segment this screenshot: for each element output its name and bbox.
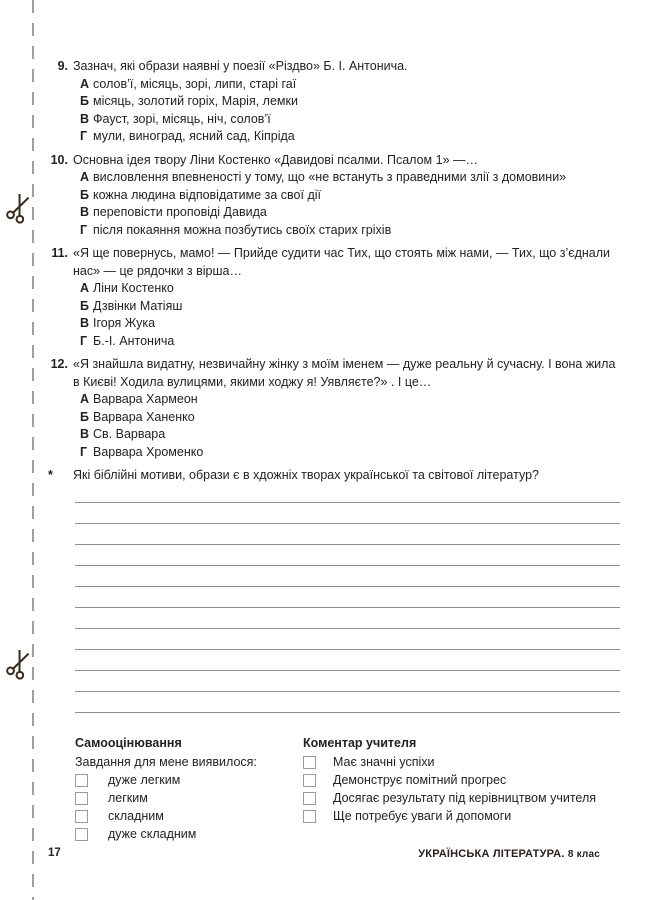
option-letter: А bbox=[80, 392, 90, 406]
checkbox-label: Досягає результату під керівництвом учителя bbox=[333, 790, 597, 805]
checkbox-label: Ще потребує уваги й допомоги bbox=[333, 808, 512, 823]
option-letter: А bbox=[80, 281, 90, 295]
option-text: переповісти проповіді Давида bbox=[93, 205, 267, 219]
option-text: Варвара Хроменко bbox=[93, 444, 204, 459]
option-letter: А bbox=[80, 76, 90, 91]
option-text: місяць, золотий горіх, Марія, лемки bbox=[93, 94, 298, 108]
option-letter: Б bbox=[80, 298, 89, 313]
checkbox-label: легким bbox=[108, 790, 148, 805]
answer-option bbox=[73, 93, 620, 111]
question-10 bbox=[46, 152, 620, 240]
option-text: Варвара Хармеон bbox=[93, 392, 198, 406]
answer-line[interactable] bbox=[75, 608, 620, 629]
answer-line[interactable] bbox=[75, 482, 620, 503]
option-letter: В bbox=[80, 205, 90, 219]
teacher-comment-option bbox=[303, 754, 623, 772]
option-text: Фауст, зорі, місяць, ніч, солов’ї bbox=[93, 111, 271, 126]
open-question-text: Які біблійні мотиви, образи є в хдожніх творах української та світової літератур? bbox=[73, 468, 539, 482]
option-letter: А bbox=[80, 170, 90, 184]
teacher-comment-title: Коментар учителя bbox=[303, 735, 417, 750]
open-question bbox=[46, 467, 620, 485]
answer-option bbox=[73, 426, 620, 444]
option-letter: Б bbox=[80, 94, 89, 108]
footer-book-title-text: УКРАЇНСЬКА ЛІТЕРАТУРА. bbox=[418, 848, 565, 860]
self-assessment-option bbox=[75, 826, 305, 844]
page-footer bbox=[46, 845, 620, 861]
option-text: Ліни Костенко bbox=[93, 281, 174, 295]
checkbox-label: дуже легким bbox=[108, 772, 181, 787]
option-text: Св. Варвара bbox=[93, 427, 166, 441]
answer-line[interactable] bbox=[75, 587, 620, 608]
checkbox-label: Має значні успіхи bbox=[333, 754, 435, 769]
answer-option bbox=[73, 222, 620, 240]
option-text: кожна людина відповідатиме за свої дії bbox=[93, 187, 322, 202]
option-letter: В bbox=[80, 427, 90, 441]
self-assessment-title: Самооцінювання bbox=[75, 735, 182, 750]
answer-option bbox=[73, 391, 620, 409]
option-text: Дзвінки Матіяш bbox=[93, 298, 183, 313]
question-number: 11. bbox=[51, 246, 68, 260]
option-letter: Б bbox=[80, 409, 89, 424]
option-text: після покаяння можна позбутись своїх старих гріхів bbox=[93, 222, 392, 237]
question-number: 12. bbox=[50, 357, 68, 371]
option-text: мули, виноград, ясний сад, Кіпріда bbox=[93, 129, 295, 143]
answer-line[interactable] bbox=[75, 545, 620, 566]
self-assessment-option bbox=[75, 772, 305, 790]
option-letter: Г bbox=[80, 444, 88, 459]
star-marker: * bbox=[48, 468, 53, 482]
answer-option bbox=[73, 169, 620, 187]
checkbox[interactable] bbox=[303, 756, 316, 769]
answer-line[interactable] bbox=[75, 692, 620, 713]
answer-lines-area bbox=[75, 482, 620, 713]
option-letter: В bbox=[80, 111, 90, 126]
footer-book-title bbox=[418, 846, 600, 864]
checkbox-label: дуже складним bbox=[108, 826, 197, 841]
checkbox[interactable] bbox=[75, 792, 88, 805]
footer-page-number: 17 bbox=[48, 847, 61, 859]
option-text: висловлення впевненості у тому, що «не встануть з праведними злії з домовини» bbox=[93, 170, 567, 184]
answer-line[interactable] bbox=[75, 566, 620, 587]
answer-option bbox=[73, 409, 620, 427]
teacher-comment-option bbox=[303, 772, 623, 790]
answer-line[interactable] bbox=[75, 629, 620, 650]
question-number: 10. bbox=[50, 152, 68, 167]
option-letter: Г bbox=[80, 222, 88, 237]
teacher-comment-column bbox=[303, 735, 623, 826]
cut-line bbox=[32, 0, 34, 900]
checkbox[interactable] bbox=[303, 810, 316, 823]
assessment-section bbox=[75, 735, 620, 845]
teacher-comment-option bbox=[303, 808, 623, 826]
footer-grade-text: 8 клас bbox=[567, 849, 600, 860]
answer-line[interactable] bbox=[75, 503, 620, 524]
checkbox[interactable] bbox=[303, 774, 316, 787]
answer-option bbox=[73, 315, 620, 333]
option-letter: В bbox=[80, 316, 90, 330]
option-text: солов’ї, місяць, зорі, липи, старі гаї bbox=[93, 76, 297, 91]
question-stem: Зазнач, які образи наявні у поезії «Різдво» Б. І. Антонича. bbox=[73, 59, 408, 73]
question-stem: «Я ще повернусь, мамо! — Прийде судити час Тих, що стоять між нами, — Тих, що з’єднали нас» — це рядочки з вірша… bbox=[73, 246, 611, 278]
answer-option bbox=[73, 333, 620, 351]
checkbox[interactable] bbox=[75, 774, 88, 787]
answer-option bbox=[73, 298, 620, 316]
question-number: 9. bbox=[57, 59, 68, 73]
answer-line[interactable] bbox=[75, 650, 620, 671]
answer-option bbox=[73, 111, 620, 129]
checkbox[interactable] bbox=[303, 792, 316, 805]
option-text: Варвара Ханенко bbox=[93, 409, 195, 424]
answer-option bbox=[73, 204, 620, 222]
teacher-comment-option bbox=[303, 790, 623, 808]
question-stem: Основна ідея твору Ліни Костенко «Давидові псалми. Псалом 1» —… bbox=[73, 152, 478, 167]
question-stem: «Я знайшла видатну, незвичайну жінку з моїм іменем — дуже реальну й сучасну. І вона жила в Києві! Ходила вулицями, якими ходжу я! Уявляєте?» . І це… bbox=[73, 357, 616, 389]
question-12 bbox=[46, 356, 620, 461]
answer-option bbox=[73, 128, 620, 146]
option-letter: Г bbox=[80, 129, 88, 143]
option-text: Б.-І. Антонича bbox=[93, 333, 175, 348]
checkbox-label: складним bbox=[108, 808, 164, 823]
answer-option bbox=[73, 187, 620, 205]
answer-line[interactable] bbox=[75, 671, 620, 692]
self-assessment-subtitle: Завдання для мене виявилося: bbox=[75, 754, 257, 769]
self-assessment-column bbox=[75, 735, 305, 844]
checkbox[interactable] bbox=[75, 828, 88, 841]
question-11 bbox=[46, 245, 620, 350]
checkbox[interactable] bbox=[75, 810, 88, 823]
option-letter: Г bbox=[80, 333, 88, 348]
question-9 bbox=[46, 58, 620, 146]
self-assessment-option bbox=[75, 790, 305, 808]
self-assessment-option bbox=[75, 808, 305, 826]
checkbox-label: Демонструє помітний прогрес bbox=[333, 772, 507, 787]
test-content bbox=[46, 58, 620, 845]
answer-line[interactable] bbox=[75, 524, 620, 545]
option-letter: Б bbox=[80, 187, 89, 202]
answer-option bbox=[73, 76, 620, 94]
answer-option bbox=[73, 280, 620, 298]
answer-option bbox=[73, 444, 620, 462]
option-text: Ігоря Жука bbox=[93, 316, 156, 330]
